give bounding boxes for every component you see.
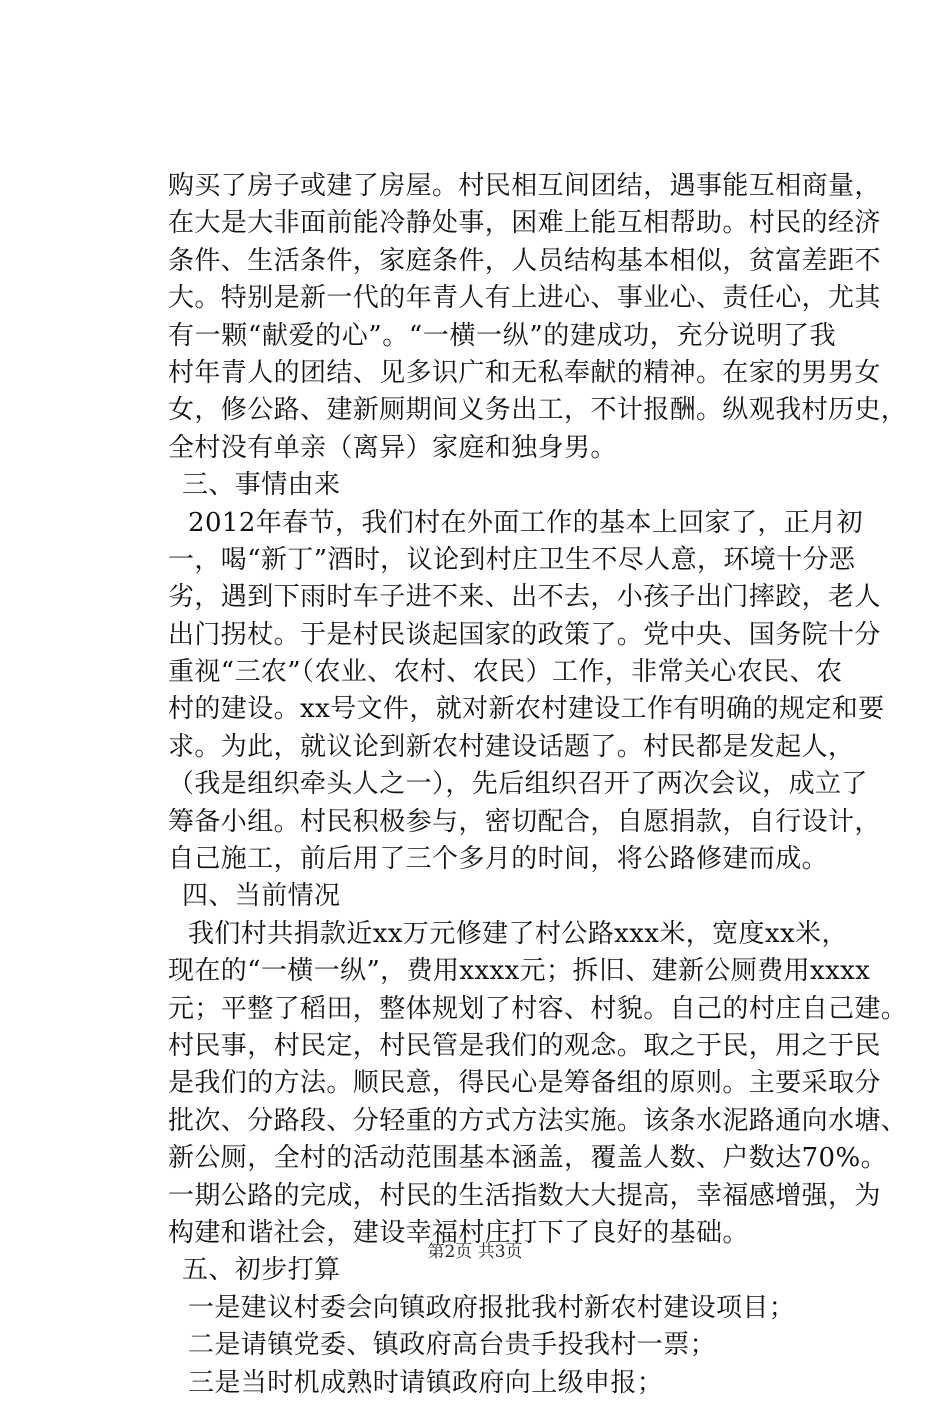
text-line: 重视“三农”（农业、农村、农民）工作，非常关心农民、农 bbox=[168, 657, 843, 688]
text-line: 劣，遇到下雨时车子进不来、出不去，小孩子出门摔跤，老人 bbox=[168, 582, 881, 613]
text-line: 二是请镇党委、镇政府高台贵手投我村一票； bbox=[188, 1330, 717, 1361]
text-line: 购买了房子或建了房屋。村民相互间团结，遇事能互相商量， bbox=[168, 171, 881, 201]
text-line: 新公厕，全村的活动范围基本涵盖，覆盖人数、户数达70%。 bbox=[168, 1143, 887, 1174]
text-line: 村民事，村民定，村民管是我们的观念。取之于民，用之于民 bbox=[168, 1030, 881, 1061]
page-footer: 第2页 共3页 bbox=[427, 1242, 523, 1262]
text-line: 批次、分路段、分轻重的方式方法实施。该条水泥路通向水塘、 bbox=[168, 1105, 908, 1136]
text-line: 我们村共捐款近xx万元修建了村公路xxx米，宽度xx米， bbox=[188, 918, 848, 949]
text-line: 一是建议村委会向镇政府报批我村新农村建设项目； bbox=[188, 1292, 796, 1323]
section-heading: 三、事情由来 bbox=[182, 470, 341, 501]
text-line: 有一颗“献爱的心”。“一横一纵”的建成功，充分说明了我 bbox=[168, 320, 836, 351]
section-heading: 五、初步打算 bbox=[182, 1255, 341, 1286]
text-line: 村年青人的团结、见多识广和无私奉献的精神。在家的男男女 bbox=[168, 357, 881, 388]
text-line: 元；平整了稻田，整体规划了村容、村貌。自己的村庄自己建。 bbox=[168, 993, 908, 1024]
text-line: 一期公路的完成，村民的生活指数大大提高，幸福感增强，为 bbox=[168, 1180, 881, 1211]
text-line: 大。特别是新一代的年青人有上进心、事业心、责任心，尤其 bbox=[168, 283, 881, 314]
text-line: 一，喝“新丁”酒时，议论到村庄卫生不尽人意，环境十分恶 bbox=[168, 544, 856, 575]
text-line: 三是当时机成熟时请镇政府向上级申报； bbox=[188, 1367, 664, 1398]
text-line: 在大是大非面前能冷静处事，困难上能互相帮助。村民的经济 bbox=[168, 208, 881, 239]
document-body bbox=[168, 168, 908, 1402]
text-line: 现在的“一横一纵”，费用xxxx元；拆旧、建新公厕费用xxxx bbox=[168, 956, 871, 987]
text-line: 出门拐杖。于是村民谈起国家的政策了。党中央、国务院十分 bbox=[168, 619, 881, 650]
text-line: 条件、生活条件，家庭条件，人员结构基本相似，贫富差距不 bbox=[168, 245, 881, 276]
text-line: 村的建设。xx号文件，就对新农村建设工作有明确的规定和要 bbox=[168, 694, 885, 725]
text-line: 构建和谐社会，建设幸福村庄打下了良好的基础。 bbox=[168, 1217, 749, 1248]
section-heading: 四、当前情况 bbox=[182, 881, 341, 912]
text-line: （我是组织牵头人之一），先后组织召开了两次会议，成立了 bbox=[168, 769, 868, 800]
text-line: 是我们的方法。顺民意，得民心是筹备组的原则。主要采取分 bbox=[168, 1068, 881, 1099]
text-line: 2012年春节，我们村在外面工作的基本上回家了，正月初 bbox=[188, 507, 863, 538]
text-line: 筹备小组。村民积极参与，密切配合，自愿捐款，自行设计， bbox=[168, 806, 881, 837]
text-line: 女，修公路、建新厕期间义务出工，不计报酬。纵观我村历史， bbox=[168, 395, 908, 426]
text-line: 自己施工，前后用了三个多月的时间，将公路修建而成。 bbox=[168, 844, 829, 875]
text-line: 求。为此，就议论到新农村建设话题了。村民都是发起人， bbox=[168, 731, 855, 762]
text-line: 全村没有单亲（离异）家庭和独身男。 bbox=[168, 432, 617, 463]
